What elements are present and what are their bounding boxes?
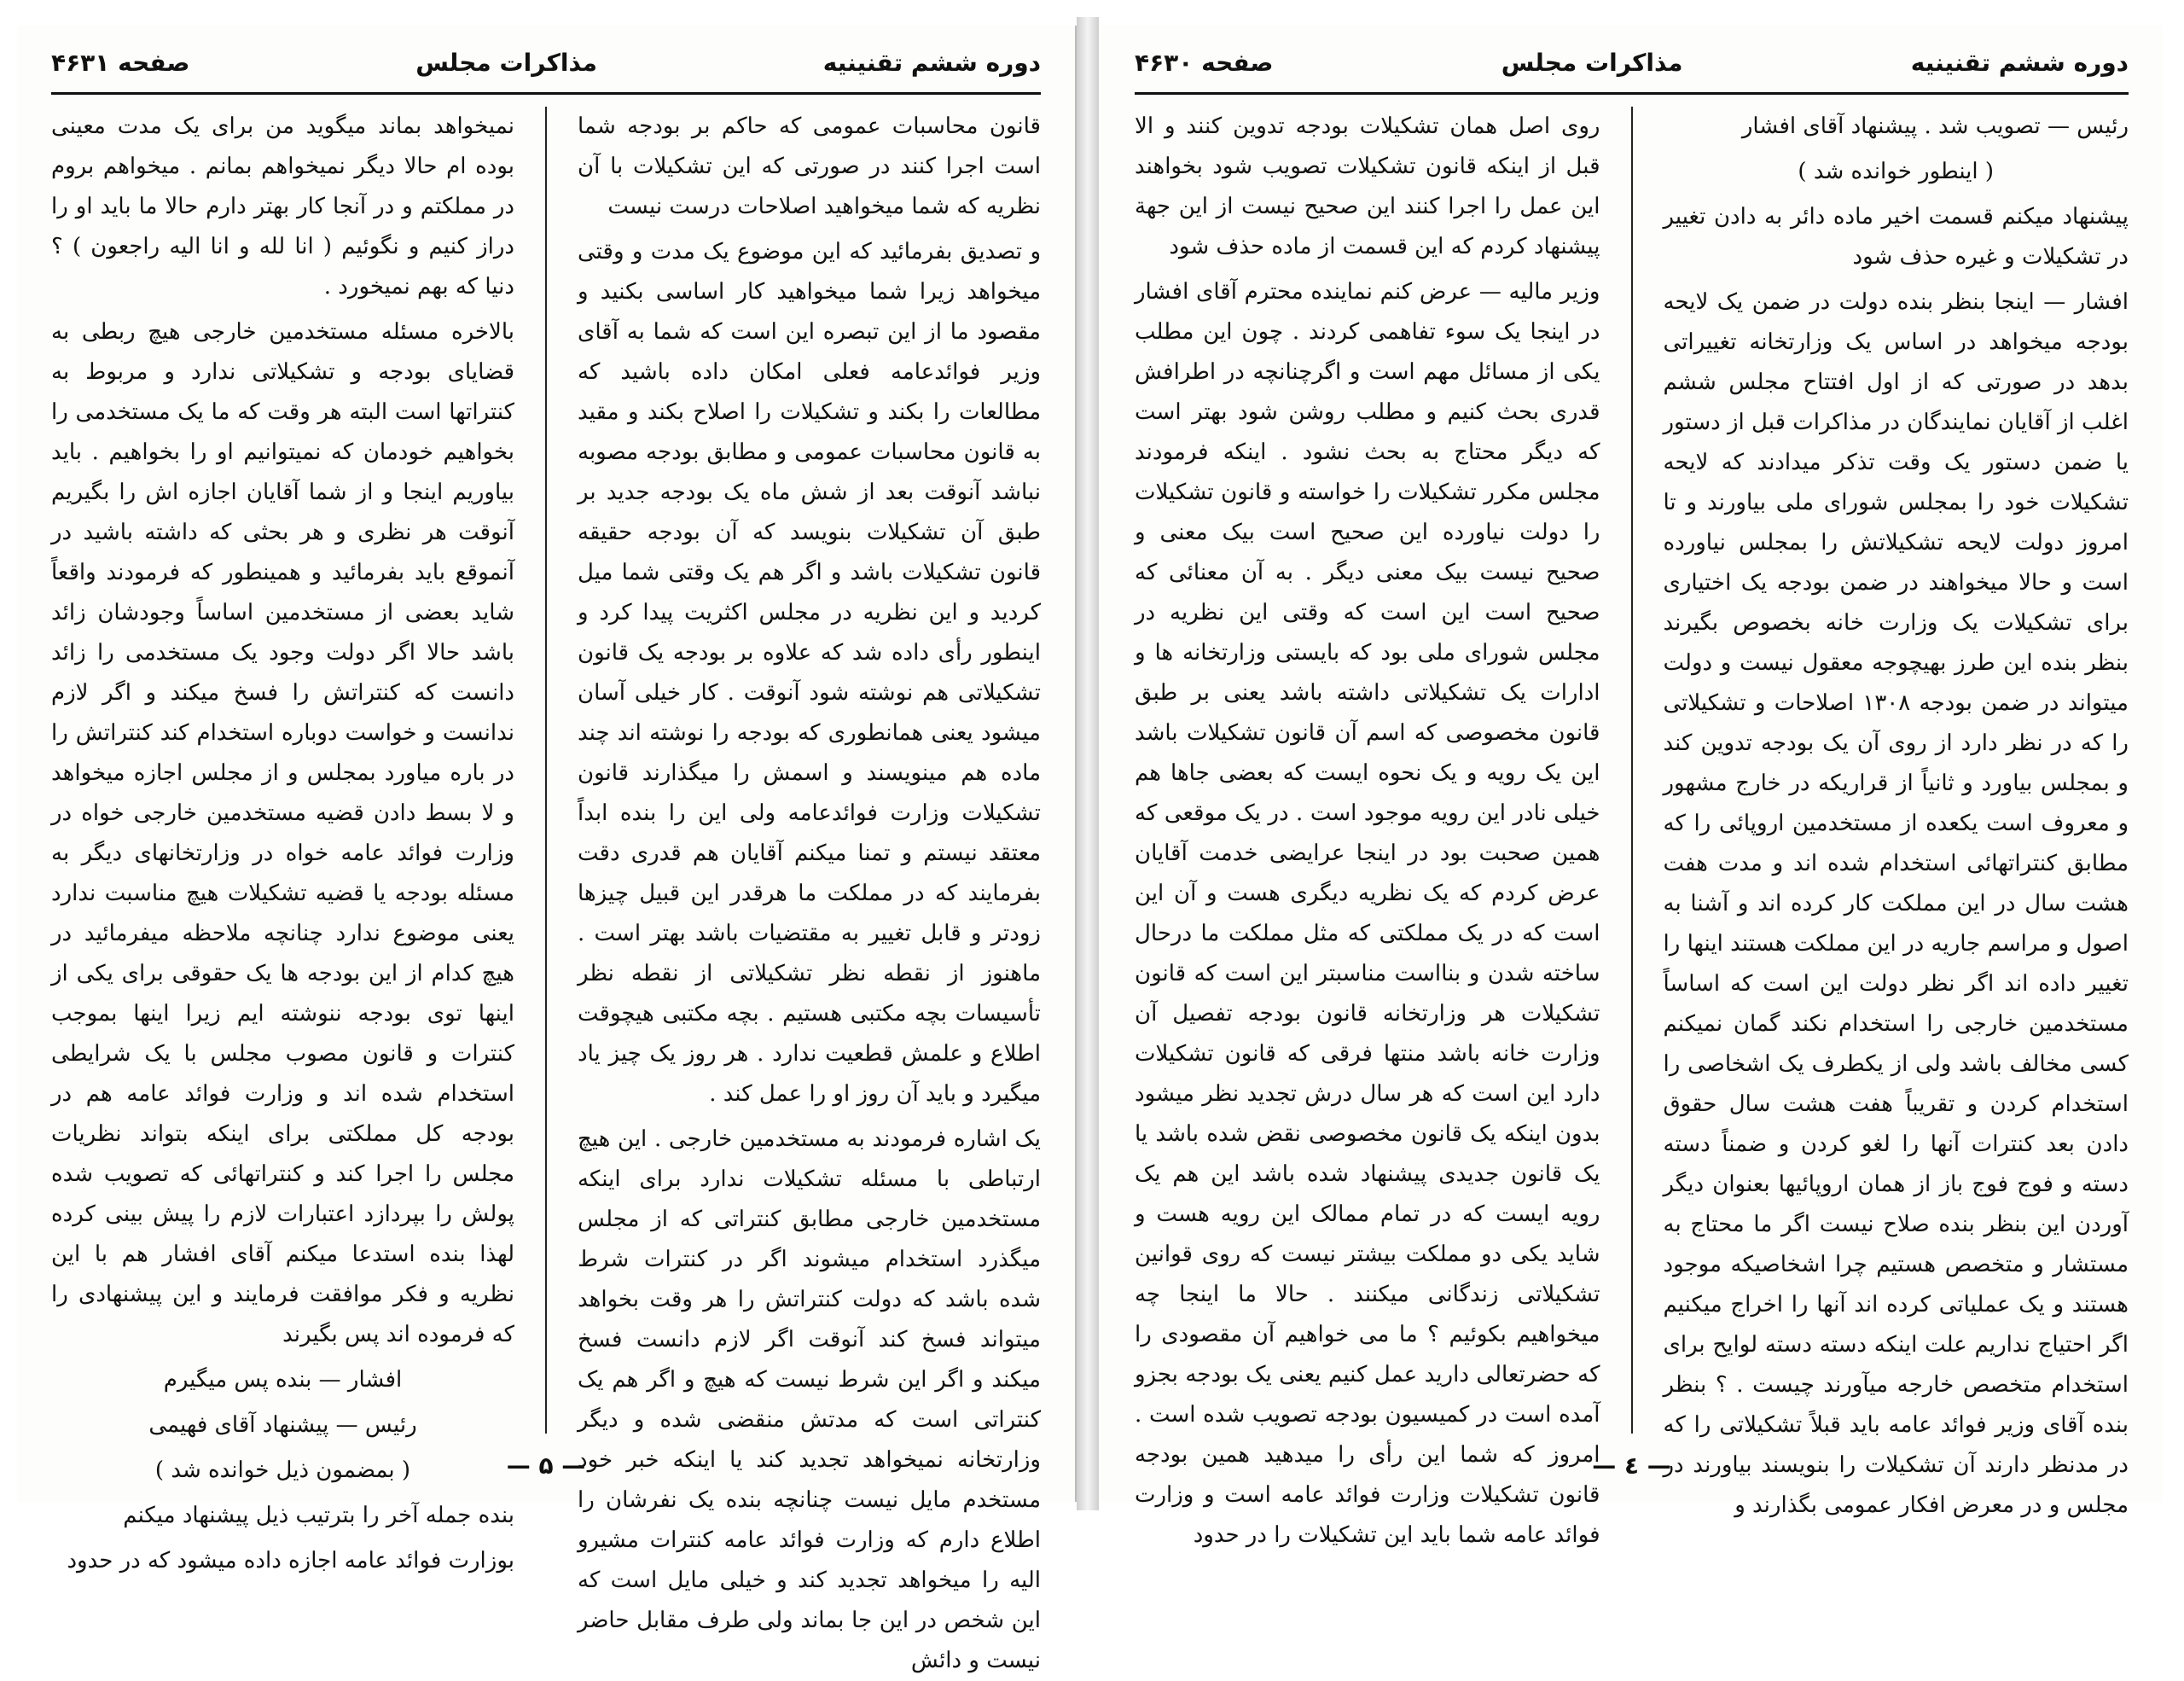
right-page-folio: — ٤ — (1592, 1451, 1671, 1480)
paragraph: یک اشاره فرمودند به مستخدمین خارجی . این هیچ ارتباطی با مسئله تشکیلات ندارد برای اینکه مستخدمین خارجی مطابق کنتراتی که از مجلس میگذرد استخدام میشوند اگر در کنترات شرط شده باشد که دولت کنتراتش را هر وقت بخواهد میتواند فسخ کند آنوقت اگر لازم دانست فسخ میکند و اگر این شرط نیست که هیچ و اگر هم یک کنتراتی است که مدتش منقضی شده و دیگر وزارتخانه نمیخواهد تجدید کند یا اینکه خبر خود مستخدم مایل نیست چنانچه بنده یک نفرشان را اطلاع دارم که وزارت فوائد عامه کنترات مشیرو الیه را میخواهد تجدید کند و خیلی مایل است که این شخص در این جا بماند ولی طرف مقابل حاضر نیست و دائش (578, 1126, 1041, 1673)
right-header-session: دوره ششم تقنینیه (1910, 48, 2129, 77)
paragraph: افشار — اینجا بنظر بنده دولت در ضمن یک لایحه بودجه میخواهد در اساس یک وزارتخانه تغییراتی بدهد در صورتی که از اول افتتاح مجلس ششم اغلب از آقایان نمایندگان در مذاکرات قبل از دستور یا ضمن دستور یک وقت تذکر میدادند که لایحه تشکیلات خود را بمجلس شورای ملی بیاورند و تا امروز دولت لایحه تشکیلاتش را بمجلس نیاورده است و حالا میخواهند در ضمن بودجه یک اختیاری برای تشکیلات یک وزارت خانه بخصوص بگیرند بنظر بنده این طرز بهیچوجه معقول نیست و دولت میتواند در ضمن بودجه ۱۳۰۸ اصلاحات و تشکیلاتی را که در نظر دارد از روی آن یک بودجه تدوین کند و بمجلس بیاورد و ثانیاً از قراریکه در خارج مشهور و معروف است یکعده از مستخدمین اروپائی را که مطابق کنتراتهائی استخدام شده اند و مدت هفت هشت سال در این مملکت کار کرده اند و آشنا به اصول و مراسم جاریه در این مملکت هستند اینها را تغییر داده اند اگر نظر دولت این است که اساساً مستخدمین خارجی را استخدام نکند گمان نمیکنم کسی مخالف باشد ولی از یکطرف یک اشخاصی را استخدام کردن و تقریباً هفت هشت سال حقوق دادن بعد کنترات آنها را لغو کردن و ضمناً دسته دسته و فوج فوج باز از همان اروپائیها بعنوان دیگر آوردن این بنظر بنده صلاح نیست اگر ما محتاج به مستشار و متخصص هستیم چرا اشخاصیکه موجود هستند و یک عملیاتی کرده اند آنها را اخراج میکنیم اگر احتیاج نداریم علت اینکه دسته دسته لوایح برای استخدام متخصص خارجه میآورند چیست . ؟ بنظر بنده آقای وزیر فوائد عامه باید قبلاً تشکیلاتی را که در مدنظر دارند آن تشکیلات را بنویسند بیاورند در مجلس و در معرض افکار عمومی بگذارند و (1663, 289, 2129, 1518)
right-page-header (1135, 38, 2129, 87)
left-page-column-left (51, 107, 515, 1573)
left-header-rule (51, 92, 1041, 95)
left-header-page-number: صفحه ۴۶۳۱ (51, 48, 190, 77)
paragraph: رئیس — تصویب شد . پیشنهاد آقای افشار (1741, 113, 2129, 139)
paragraph: رئیس — پیشنهاد آقای فهیمی (148, 1412, 417, 1438)
left-page-folio: — ۵ — (506, 1451, 586, 1480)
paragraph: ( اینطور خوانده شد ) (1798, 159, 1995, 184)
paragraph: نمیخواهد بماند میگوید من برای یک مدت معینی بوده ام حالا دیگر نمیخواهم بمانم . میخواهم بروم در مملکتم و در آنجا کار بهتر دارم حالا ما باید او را دراز کنیم و نگوئیم ( انا لله و انا الیه راجعون ) ؟ دنیا که بهم نمیخورد . (51, 113, 514, 300)
paragraph: افشار — بنده پس میگیرم (163, 1367, 403, 1393)
right-header-title: مذاکرات مجلس (1501, 48, 1683, 77)
column-divider (545, 107, 547, 1434)
book-spine (1077, 17, 1099, 1510)
right-page-columns (1135, 107, 2129, 1548)
right-page-column-left (1135, 107, 1600, 1548)
paragraph: و تصدیق بفرمائید که این موضوع یک مدت و وقتی میخواهد زیرا شما میخواهید کار اساسی بکنید و مقصود ما از این تبصره این است که شما به آقای وزیر فوائدعامه فعلی امکان داده باشید که مطالعات را بکند و تشکیلات را اصلاح بکند و مقید به قانون محاسبات عمومی و مطابق بودجه مصوبه نباشد آنوقت بعد از شش ماه یک بودجه جدید بر طبق آن تشکیلات بنویسد که آن بودجه حقیقه قانون تشکیلات باشد و اگر هم یک وقتی شما میل کردید و این نظریه در مجلس اکثریت پیدا کرد و اینطور رأی داده شد که علاوه بر بودجه یک قانون تشکیلاتی هم نوشته شود آنوقت . کار خیلی آسان میشود یعنی همانطوری که بودجه را نوشته اند چند ماده هم مینویسند و اسمش را میگذارند قانون تشکیلات وزارت فوائدعامه ولی این را بنده ابداً معتقد نیستم و تمنا میکنم آقایان هم قدری دقت بفرمایند که در مملکت ما هرقدر این قبیل چیزها زودتر و قابل تغییر به مقتضیات باشد بهتر است . ماهنوز از نقطه نظر تشکیلاتی از نقطه نظر تأسیسات بچه مکتبی هستیم . بچه مکتبی هیچوقت اطلاع و علمش قطعیت ندارد . هر روز یک چیز یاد میگیرد و باید آن روز او را عمل کند . (578, 239, 1041, 1107)
column-divider (1631, 107, 1633, 1434)
paragraph: ( بمضمون ذیل خوانده شد ) (154, 1457, 411, 1483)
right-header-rule (1135, 92, 2129, 95)
left-header-title: مذاکرات مجلس (415, 48, 598, 77)
left-page-column-right (578, 107, 1041, 1673)
right-page (1101, 26, 2163, 1548)
left-page (17, 26, 1077, 1673)
left-page-header (51, 38, 1041, 87)
left-header-session: دوره ششم تقنینیه (822, 48, 1041, 77)
paragraph: بوزارت فوائد عامه اجازه داده میشود که در حدود (67, 1548, 514, 1573)
paragraph: وزیر مالیه — عرض کنم نماینده محترم آقای افشار در اینجا یک سوء تفاهمی کردند . چون این مطلب یکی از مسائل مهم است و اگرچنانچه در اطرافش قدری بحث کنیم و مطلب روشن شود بهتر است که دیگر محتاج به بحث نشود . اینکه فرمودند مجلس مکرر تشکیلات را خواسته و قانون تشکیلات را دولت نیاورده این صحیح است بیک معنی و صحیح نیست بیک معنی دیگر . به آن معنائی که صحیح است این است که وقتی این نظریه در مجلس شورای ملی بود که بایستی وزارتخانه ها و ادارات یک تشکیلاتی داشته باشد یعنی بر طبق قانون مخصوصی که اسم آن قانون تشکیلات باشد این یک رویه و یک نحوه ایست که بعضی جاها هم خیلی نادر این رویه موجود است . در یک موقعی که همین صحبت بود در اینجا عرایضی خدمت آقایان عرض کردم که یک نظریه دیگری هست و آن این است که در یک مملکتی که مثل مملکت ما درحال ساخته شدن و بنااست مناسبتر این است که قانون تشکیلات هر وزارتخانه قانون بودجه تفصیل آن وزارت خانه باشد منتها فرقی که قانون تشکیلات دارد این است که هر سال درش تجدید نظر میشود بدون اینکه یک قانون مخصوصی نقض شده باشد یا یک قانون جدیدی پیشنهاد شده باشد این هم یک رویه ایست که در تمام ممالک این رویه هست و شاید یکی دو مملکت بیشتر نیست که روی قوانین تشکیلاتی زندگانی میکنند . حالا ما اینجا چه میخواهیم بکوئیم ؟ ما می خواهیم آن مقصودی را که حضرتعالی دارید عمل کنیم یعنی یک بودجه بجزو آمده است در کمیسیون بودجه تصویب شده است . امروز که شما این رأی را میدهید همین بودجه قانون تشکیلات وزارت فوائد عامه است و وزارت فوائد عامه شما باید این تشکیلات را در حدود (1135, 279, 1600, 1548)
right-page-column-right (1663, 107, 2129, 1518)
paragraph: پیشنهاد میکنم قسمت اخیر ماده دائر به دادن تغییر در تشکیلات و غیره حذف شود (1663, 204, 2129, 270)
paragraph: روی اصل همان تشکیلات بودجه تدوین کنند و الا قبل از اینکه قانون تشکیلات تصویب شود بخواهند این عمل را اجرا کنند این صحیح نیست از این جهة پیشنهاد کردم که این قسمت از ماده حذف شود (1135, 113, 1600, 259)
right-header-page-number: صفحه ۴۶۳۰ (1135, 48, 1274, 77)
paragraph: بالاخره مسئله مستخدمین خارجی هیچ ربطی به قضایای بودجه و تشکیلاتی ندارد و مربوط به کنتراتها است البته هر وقت که ما یک مستخدمی را بخواهیم خودمان که نمیتوانیم او را بخواهیم . باید بیاوریم اینجا و از شما آقایان اجازه اش را بگیریم آنوقت هر نظری و هر بحثی که داشته باشید در آنموقع باید بفرمائید و همینطور که فرمودند واقعاً شاید بعضی از مستخدمین اساساً وجودشان زائد باشد حالا اگر دولت وجود یک مستخدمی را زائد دانست که کنتراتش را فسخ میکند و اگر لازم ندانست و خواست دوباره استخدام کند کنتراتش را در باره میاورد بمجلس و از مجلس اجازه میخواهد و لا بسط دادن قضیه مستخدمین خارجی خواه در وزارت فوائد عامه خواه در وزارتخانهای دیگر به مسئله بودجه یا قضیه تشکیلات هیچ مناسبت ندارد یعنی موضوع ندارد چنانچه ملاحظه میفرمائید در هیچ کدام از این بودجه ها یک حقوقی برای یکی از اینها توی بودجه ننوشته ایم زیرا اینها بموجب کنترات و قانون مصوب مجلس با یک شرایطی استخدام شده اند و وزارت فوائد عامه هم در بودجه کل مملکتی برای اینکه بتواند نظریات مجلس را اجرا کند و کنتراتهائی که تصویب شده پولش را بپردازد اعتبارات لازم را پیش بینی کرده لهذا بنده استدعا میکنم آقای افشار هم با این نظریه و فکر موافقت فرمایند و این پیشنهادی را که فرموده اند پس بگیرند (51, 319, 515, 1347)
paragraph: قانون محاسبات عمومی که حاکم بر بودجه شما است اجرا کنند در صورتی که این تشکیلات با آن نظریه که شما میخواهید اصلاحات درست نیست (578, 113, 1041, 219)
left-page-columns (51, 107, 1041, 1673)
paragraph: بنده جمله آخر را بترتیب ذیل پیشنهاد میکنم (123, 1503, 514, 1528)
